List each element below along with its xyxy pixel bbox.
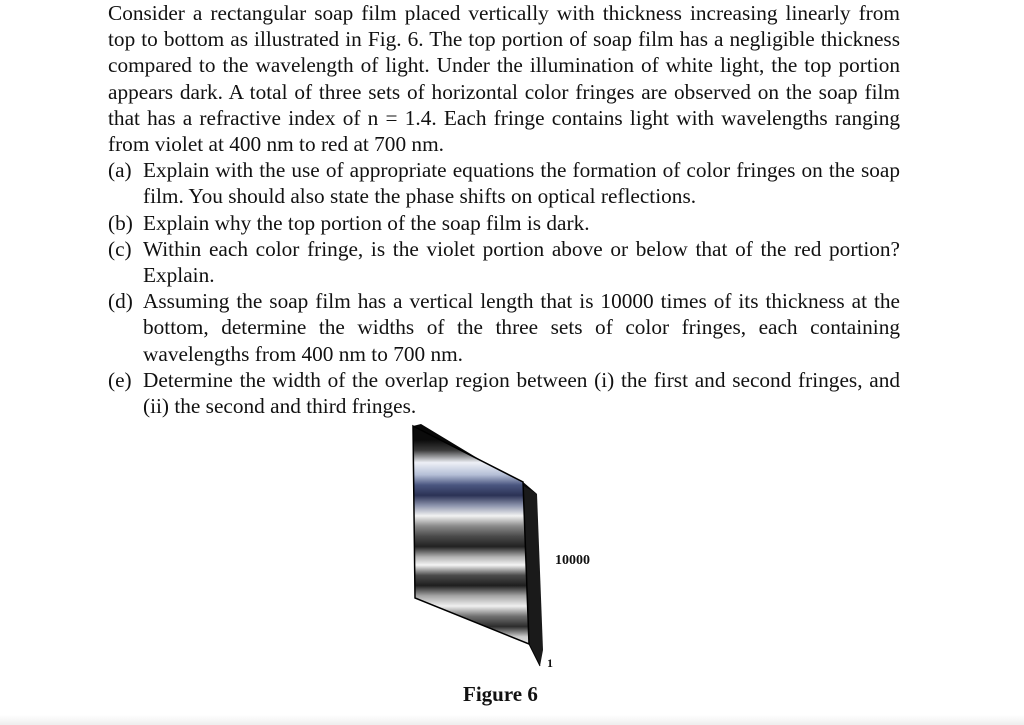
question-label: (b)	[108, 210, 133, 235]
question-a	[108, 157, 900, 209]
question-label: (d)	[108, 289, 133, 314]
problem-text	[108, 0, 900, 419]
page-bottom-edge	[0, 715, 1024, 725]
question-text: Explain why the top portion of the soap film is dark.	[143, 210, 590, 235]
soap-film-figure	[395, 420, 625, 670]
question-c	[108, 236, 900, 288]
thickness-label: 1	[547, 656, 553, 670]
question-e	[108, 367, 900, 419]
question-text: Explain with the use of appropriate equations the formation of color fringes on the soap film. You should also state the phase shifts on optical reflections.	[143, 158, 900, 209]
question-text: Assuming the soap film has a vertical length that is 10000 times of its thickness at the bottom, determine the widths of the three sets of color fringes, each containing wavelengths from 400 nm to 700 nm.	[143, 289, 900, 366]
question-b	[108, 210, 900, 236]
question-text: Determine the width of the overlap region between (i) the first and second fringes, and (ii) the second and third fringes.	[143, 367, 900, 419]
problem-intro: Consider a rectangular soap film placed vertically with thickness increasing linearly from top to bottom as illustrated in Fig. 6. The top portion of soap film has a negligible thickness compared to the wavelength of light. Under the illumination of white light, the top portion appears dark. A total of three sets of horizontal color fringes are observed on the soap film that has a refractive index of n = 1.4. Each fringe contains light with wavelengths ranging from violet at 400 nm to red at 700 nm.	[108, 1, 900, 157]
question-label: (a)	[108, 158, 132, 183]
question-label: (c)	[108, 236, 132, 261]
soap-film-diagram	[395, 420, 625, 670]
question-text: Within each color fringe, is the violet portion above or below that of the red portion? Explain.	[143, 236, 900, 288]
length-label: 10000	[555, 553, 590, 568]
question-d	[108, 288, 900, 367]
figure-caption: Figure 6	[463, 682, 538, 706]
film-front-face	[413, 426, 529, 644]
question-label: (e)	[108, 367, 132, 392]
